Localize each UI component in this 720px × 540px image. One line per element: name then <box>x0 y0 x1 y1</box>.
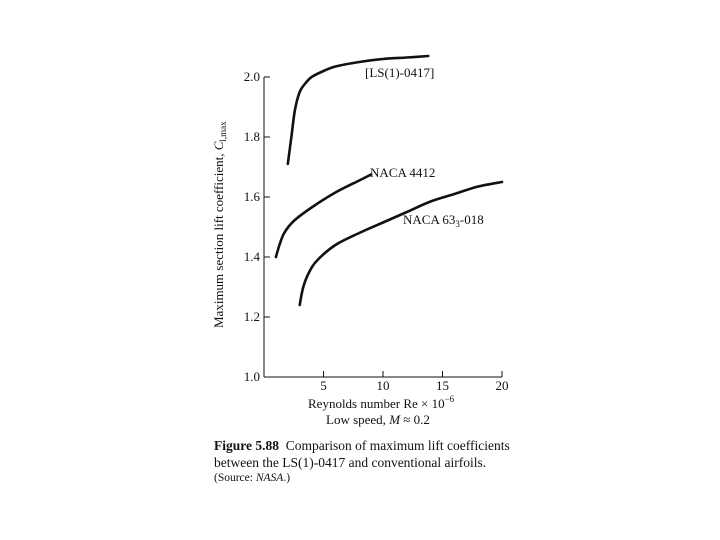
x-axis-label-main: Reynolds number Re × 10 <box>308 396 445 411</box>
x-tick-label-0: 5 <box>320 378 327 393</box>
source-prefix: (Source: <box>214 472 256 484</box>
chart-axes <box>264 77 502 377</box>
y-axis-label-sub: l,max <box>218 121 228 142</box>
source-suffix: .) <box>283 472 291 484</box>
curve-naca-63-018 <box>300 182 502 305</box>
series-label-naca-63-suffix: -018 <box>459 212 484 227</box>
x-axis-label-line2-var: M <box>389 412 401 427</box>
y-tick-label-3: 1.6 <box>243 189 260 204</box>
y-tick-label-4: 1.8 <box>243 129 260 144</box>
x-axis-label-line2-suffix: ≈ 0.2 <box>400 412 430 427</box>
figure-label: Figure 5.88 <box>214 438 279 453</box>
figure-caption <box>214 437 544 471</box>
figure-source <box>214 472 290 484</box>
series-label-naca-63-018 <box>403 212 484 229</box>
chart-curves <box>276 56 502 305</box>
y-axis-label-text: Maximum section lift coefficient, <box>211 150 226 328</box>
series-label-naca-63-main: NACA 63 <box>403 212 456 227</box>
x-axis-label <box>308 394 455 411</box>
series-label-ls1-0417: [LS(1)-0417] <box>365 65 435 80</box>
y-axis-label <box>211 121 228 328</box>
y-tick-label-2: 1.4 <box>243 249 260 264</box>
x-tick-label-2: 15 <box>436 378 449 393</box>
source-name: NASA <box>255 472 284 484</box>
curve-naca-4412 <box>276 175 371 258</box>
series-label-naca-63-sub: 3 <box>455 219 460 229</box>
x-axis-label-line2 <box>326 412 430 427</box>
x-axis-label-exponent: −6 <box>444 394 455 404</box>
x-tick-label-3: 20 <box>495 378 509 393</box>
y-tick-label-1: 1.2 <box>243 309 260 324</box>
series-label-naca-4412: NACA 4412 <box>370 165 436 180</box>
x-axis-label-line2-prefix: Low speed, <box>326 412 390 427</box>
y-tick-label-5: 2.0 <box>243 69 260 84</box>
y-tick-label-0: 1.0 <box>243 369 260 384</box>
chart-ticks <box>244 69 509 393</box>
figure-caption-text: Comparison of maximum lift coefficients between the LS(1)-0417 and conventional airfoils. <box>214 438 510 470</box>
y-axis-label-var: C <box>211 141 226 151</box>
x-tick-label-1: 10 <box>376 378 390 393</box>
